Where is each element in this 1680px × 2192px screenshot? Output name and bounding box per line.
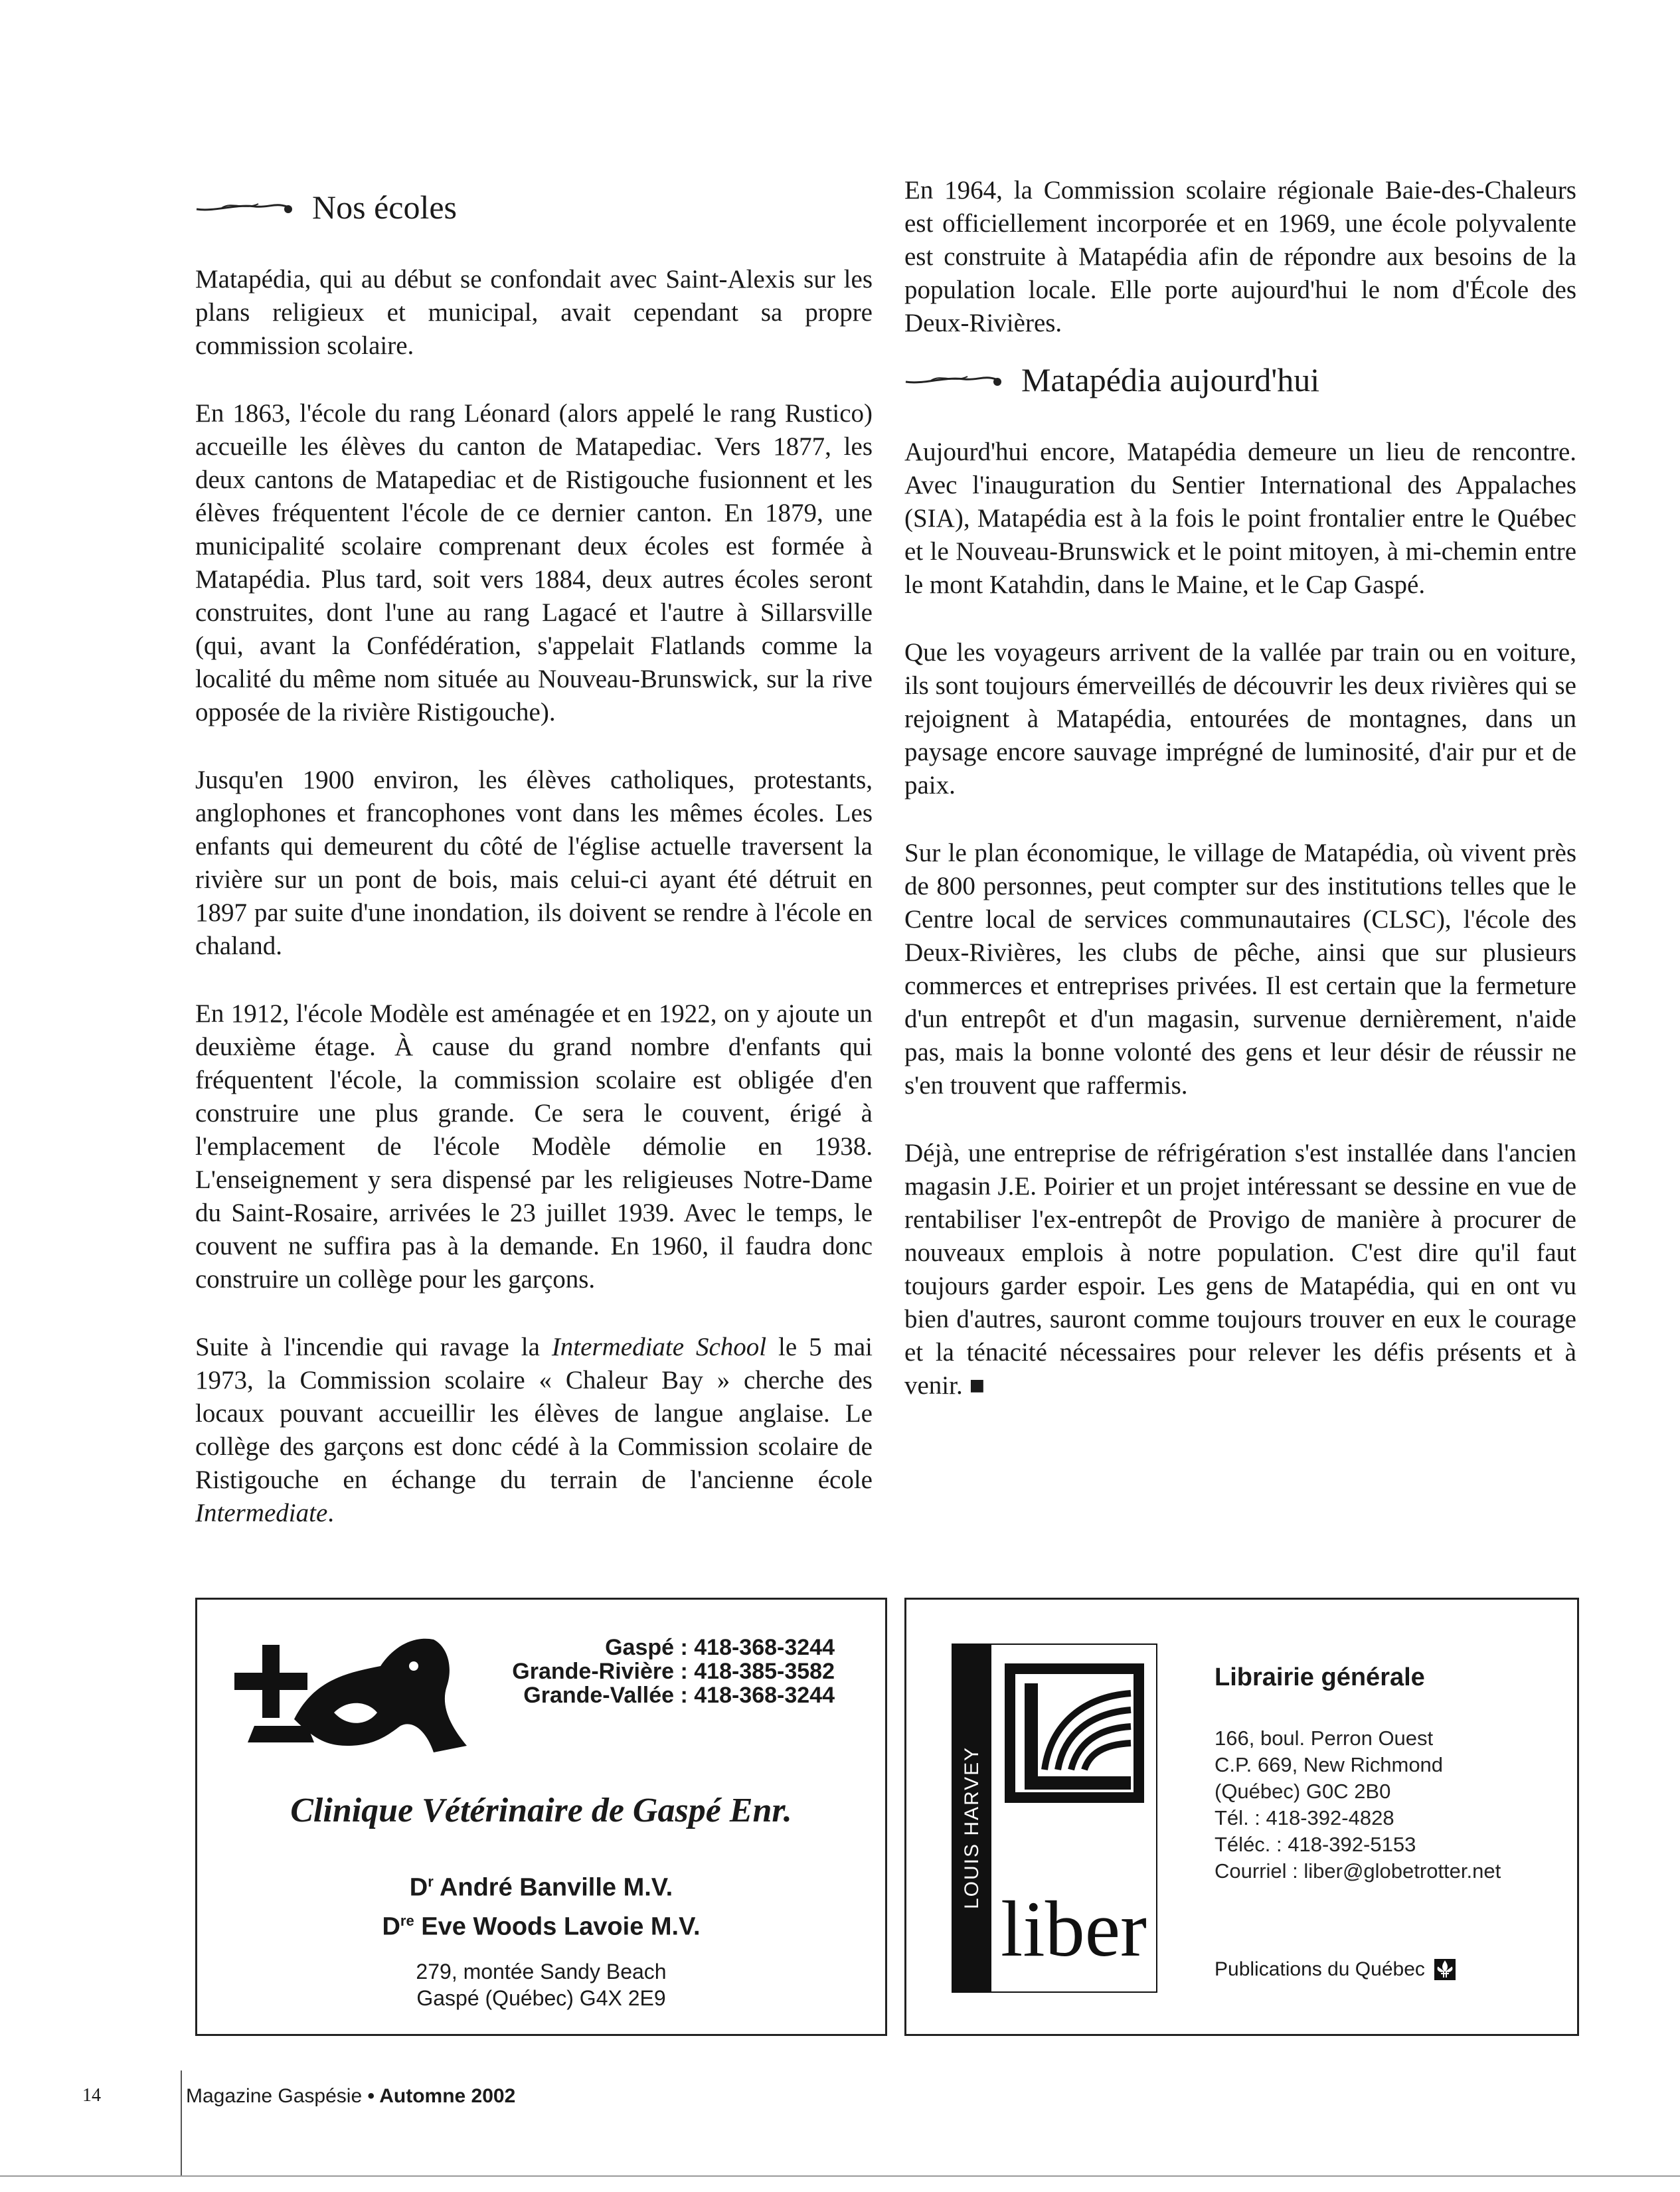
page-number: 14 <box>82 2085 101 2106</box>
paragraph: En 1964, la Commission scolaire régionale Baie-des-Chaleurs est officiellement incorporée et en 1969, une école polyvalente est construite à Matapédia afin de répondre aux besoins de la population locale. Elle porte aujourd'hui le nom d'École des Deux-Rivières. <box>904 176 1576 337</box>
footer-divider <box>181 2070 182 2177</box>
info-line: Tél. : 418-392-4828 <box>1215 1806 1394 1829</box>
doctor-sup: r <box>428 1873 434 1890</box>
phone-list <box>512 1636 835 1707</box>
info-line: Courriel : liber@globetrotter.net <box>1215 1859 1501 1883</box>
footer-bullet: • <box>362 2085 380 2107</box>
horse-cross-logo-icon <box>214 1626 473 1759</box>
doctor-1 <box>197 1865 885 1904</box>
phone-gaspe: Gaspé : 418-368-3244 <box>605 1635 835 1660</box>
end-mark: ■ <box>969 1371 985 1400</box>
doctor-sup: re <box>400 1912 414 1929</box>
magazine-footer <box>186 2085 515 2108</box>
italic-run: Intermediate <box>195 1499 328 1527</box>
bookstore-address <box>1215 1725 1501 1885</box>
phone-grande-vallee: Grande-Vallée : 418-368-3244 <box>523 1683 835 1708</box>
publisher-credit <box>1215 1958 1456 1981</box>
doctor-prefix: D <box>409 1873 428 1902</box>
issue-name: Automne 2002 <box>379 2085 516 2107</box>
bookstore-info <box>1215 1663 1501 1885</box>
paragraph: Que les voyageurs arrivent de la vallée par train ou en voiture, ils sont toujours émerveillés de découvrir les deux rivières qui se rejoignent à Matapédia, entourées de montagnes, dans un paysage encore sauvage imprégné de luminosité, d'air pur et de paix. <box>904 638 1576 800</box>
liber-logo-icon <box>952 1644 1157 1993</box>
publisher-text: Publications du Québec <box>1215 1958 1425 1980</box>
bookstore-title: Librairie générale <box>1215 1663 1425 1691</box>
phone-grande-riviere: Grande-Rivière : 418-385-3582 <box>512 1659 835 1684</box>
paragraph: Sur le plan économique, le village de Matapédia, où vivent près de 800 personnes, peut compter sur des institutions telles que le Centre local de services communautaires (CLSC), l'école des Deux-Rivières, les clubs de pêche, ainsi que sur plusieurs commerces et entreprises privées. Il est certain que la fermeture d'un entrepôt et d'un magasin, survenue dernièrement, n'aide pas, mais la bonne volonté des gens et leur désir de réussir ne s'en trouvent que raffermis. <box>904 839 1576 1100</box>
address-line: 279, montée Sandy Beach <box>416 1960 667 1983</box>
doctor-name: André Banville M.V. <box>433 1873 673 1902</box>
doctor-prefix: D <box>382 1912 400 1941</box>
fleur-de-lis-icon <box>1434 1959 1456 1980</box>
ornament-swash-icon <box>195 197 295 217</box>
paragraph <box>904 1137 1576 1402</box>
ad-veterinary-clinic <box>195 1598 887 2036</box>
section-heading-matapedia <box>904 360 1576 400</box>
italic-run: Intermediate School <box>551 1333 767 1361</box>
left-column <box>195 174 873 1564</box>
clinic-name: Clinique Vétérinaire de Gaspé Enr. <box>290 1792 792 1829</box>
paragraph-last <box>195 1331 873 1530</box>
paragraph: En 1863, l'école du rang Léonard (alors appelé le rang Rustico) accueille les élèves du canton de Matapediac. Vers 1877, les deux cantons de Matapediac et de Ristigouche fusionnent et les élèves fréquentent l'école de ce dernier canton. En 1879, une municipalité scolaire comprenant deux écoles est formée à Matapédia. Plus tard, soit vers 1884, deux autres écoles seront construites, dont l'une au rang Lagacé et l'autre à Sillarsville (qui, avant la Confédération, s'appelait Flatlands comme la localité du même nom située au Nouveau-Brunswick, sur la rive opposée de la rivière Ristigouche). <box>195 399 873 726</box>
paragraph: Jusqu'en 1900 environ, les élèves catholiques, protestants, anglophones et francophones vont dans les mêmes écoles. Les enfants qui demeurent du côté de l'église actuelle traversent la rivière sur un pont de bois, mais celui-ci ayant été détruit en 1897 par suite d'une inondation, ils doivent se rendre à l'école en chaland. <box>195 766 873 960</box>
paragraph: Matapédia, qui au début se confondait avec Saint-Alexis sur les plans religieux et municipal, avait cependant sa propre commission scolaire. <box>195 265 873 360</box>
address-line: Gaspé (Québec) G4X 2E9 <box>416 1986 666 2010</box>
text-run: Déjà, une entreprise de réfrigération s'est installée dans l'ancien magasin J.E. Poirier et un projet intéressant se dessine en vue de rentabiliser l'ex-entrepôt de Provigo de manière à procurer de nouveaux emplois à notre population. C'est dire qu'il faut toujours garder espoir. Les gens de Matapédia, qui en ont vu bien d'autres, sauront comme toujours trouver en eux le courage et la ténacité nécessaires pour relever les défis présents et à venir. <box>904 1139 1576 1400</box>
info-line: Téléc. : 418-392-5153 <box>1215 1833 1416 1856</box>
text-run: le 5 mai 1973, la Commission scolaire « Chaleur Bay » cherche des locaux pouvant accueillir les élèves de langue anglaise. Le collège des garçons est donc cédé à la Commission scolaire de Ristigouche en échange du terrain de l'ancienne école <box>195 1333 873 1494</box>
logo-word: liber <box>1001 1885 1147 1973</box>
ad-liber-bookstore <box>904 1598 1579 2036</box>
text-run: . <box>327 1499 335 1527</box>
paragraph: En 1912, l'école Modèle est aménagée et en 1922, on y ajoute un deuxième étage. À cause du grand nombre d'enfants qui fréquentent l'école, la commission scolaire est obligée d'en construire une plus grande. Ce sera le couvent, érigé à l'emplacement de l'école Modèle démolie en 1938. L'enseignement y sera dispensé par les religieuses Notre-Dame du Saint-Rosaire, arrivées le 23 juillet 1939. Avec le temps, le couvent ne suffira pas à la demande. En 1960, il faudra donc construire un collège pour les garçons. <box>195 999 873 1294</box>
info-line: C.P. 669, New Richmond <box>1215 1753 1444 1776</box>
page-bottom-rule <box>0 2175 1680 2177</box>
ornament-swash-icon <box>904 370 1004 390</box>
doctor-list <box>197 1865 885 1943</box>
vertical-label: LOUIS HARVEY <box>961 1746 983 1909</box>
magazine-name: Magazine Gaspésie <box>186 2085 363 2107</box>
info-line: 166, boul. Perron Ouest <box>1215 1727 1434 1750</box>
heading-text: Nos écoles <box>312 189 457 226</box>
heading-text: Matapédia aujourd'hui <box>1021 361 1320 398</box>
doctor-name: Eve Woods Lavoie M.V. <box>414 1912 701 1941</box>
right-column <box>904 174 1576 1437</box>
info-line: (Québec) G0C 2B0 <box>1215 1780 1391 1803</box>
section-heading-nos-ecoles <box>195 187 873 227</box>
doctor-2 <box>197 1904 885 1944</box>
text-run: Suite à l'incendie qui ravage la <box>195 1333 552 1361</box>
paragraph: Aujourd'hui encore, Matapédia demeure un lieu de rencontre. Avec l'inauguration du Sentier International des Appalaches (SIA), Matapédia est à la fois le point frontalier entre le Québec et le Nouveau-Brunswick et le point mitoyen, à mi-chemin entre le mont Katahdin, dans le Maine, et le Cap Gaspé. <box>904 438 1576 599</box>
clinic-address <box>197 1958 885 2011</box>
